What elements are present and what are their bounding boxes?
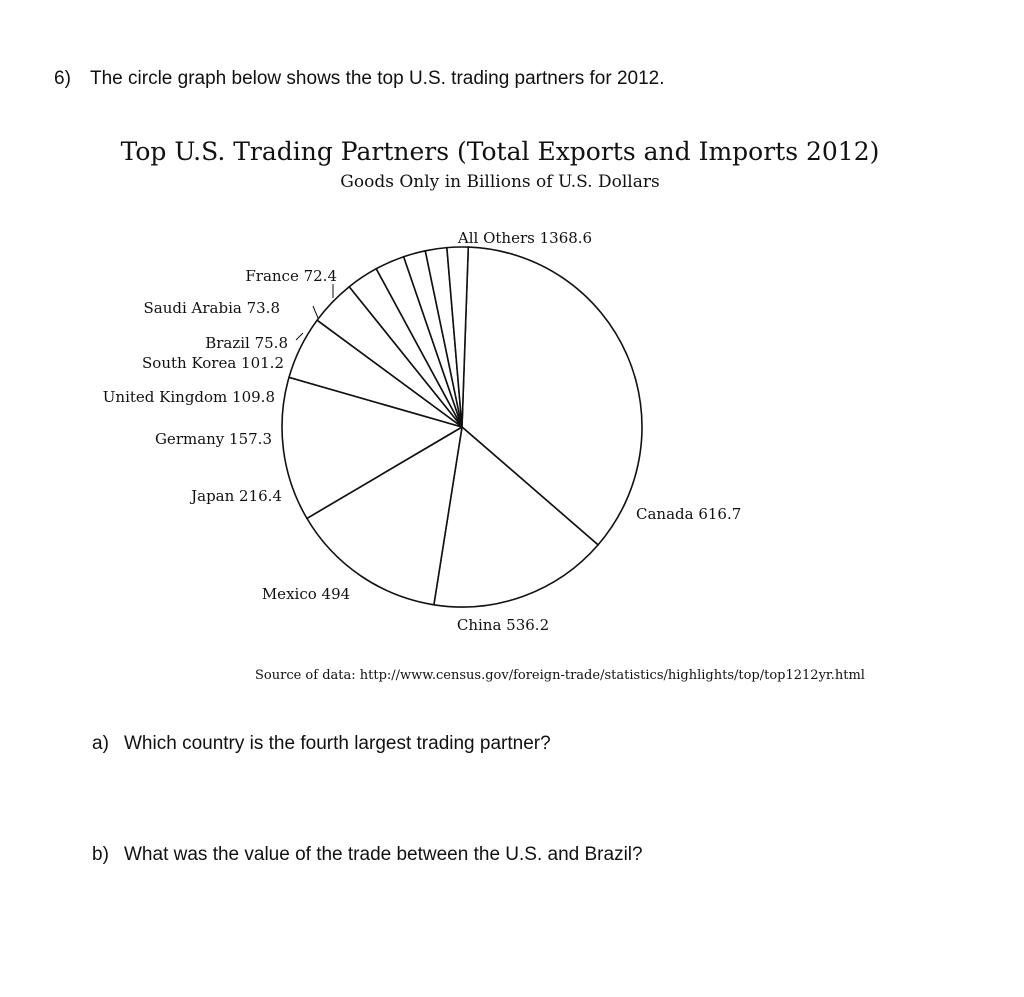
leader-line (313, 306, 318, 318)
question-text: The circle graph below shows the top U.S. trading partners for 2012. (90, 68, 665, 89)
slice-label-south-korea: South Korea 101.2 (142, 354, 284, 372)
slice-label-china: China 536.2 (456, 616, 550, 634)
slice-label-germany: Germany 157.3 (154, 430, 272, 448)
data-source: Source of data: http://www.census.gov/foreign-trade/statistics/highlights/top/top1212yr.html (255, 668, 865, 683)
slice-label-canada: Canada 616.7 (636, 505, 742, 523)
slice-label-japan: Japan 216.4 (191, 487, 282, 505)
slice-label-brazil: Brazil 75.8 (205, 334, 288, 352)
slice-label-france: France 72.4 (245, 267, 337, 285)
slice-label-mexico: Mexico 494 (261, 585, 351, 603)
slice-label-saudi-arabia: Saudi Arabia 73.8 (143, 299, 280, 317)
chart-subtitle: Goods Only in Billions of U.S. Dollars (340, 172, 660, 192)
question-a-text: Which country is the fourth largest trading partner? (124, 733, 551, 754)
question-b-letter: b) (92, 844, 109, 865)
question-number: 6) (54, 68, 71, 89)
question-a-letter: a) (92, 733, 109, 754)
question-b (92, 844, 643, 866)
leader-line (296, 333, 303, 340)
slice-label-all-others: All Others 1368.6 (457, 229, 593, 247)
question-b-text: What was the value of the trade between the U.S. and Brazil? (124, 844, 643, 865)
chart-title: Top U.S. Trading Partners (Total Exports and Imports 2012) (120, 137, 880, 166)
question-a (92, 733, 551, 755)
slice-label-united-kingdom: United Kingdom 109.8 (102, 388, 275, 406)
